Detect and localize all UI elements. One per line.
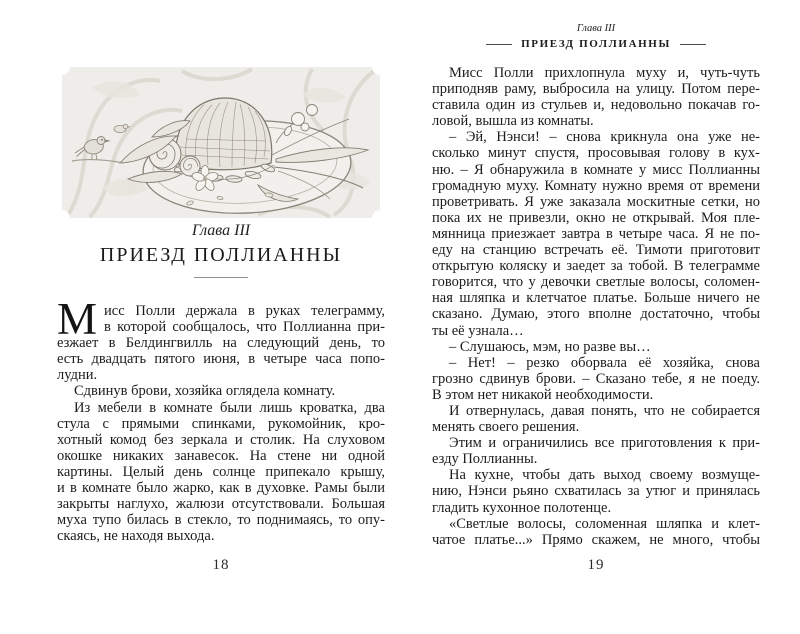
text-line: ню. – Я обнаружила в комнате у мисс Поллианны (432, 161, 760, 178)
text-line: муха тупо билась в стекло, то поднимаясь, то опу- (57, 512, 385, 529)
text-line: исс Полли держала в руках телеграмму, (104, 303, 385, 319)
paragraph (432, 65, 760, 129)
text-line: ты её узнала… (432, 322, 524, 339)
running-head-chapter: Глава III (576, 23, 616, 34)
running-head-dash-left (486, 44, 512, 45)
text-line: езду Поллианны. (432, 451, 538, 468)
text-line: мянница приезжает завтра в четыре часа. Я не по- (432, 225, 760, 242)
text-line: нию, Нэнси рьяно схватилась за утюг и принялась (432, 483, 760, 500)
paragraph (432, 129, 760, 338)
text-line: открытую коляску и заедет за тобой. В телеграмме (432, 258, 760, 275)
text-line: громадную муху. Комнату нужно время от времени (432, 177, 760, 194)
text-line: – Нет! – резко оборвала её хозяйка, снова (449, 354, 760, 371)
text-line: говорится, что у девочки светлые волосы, соломен- (432, 274, 760, 291)
paragraph (57, 400, 385, 545)
text-line: На кухне, чтобы дать выход своему возмуще- (449, 467, 760, 484)
paragraph (432, 435, 760, 467)
right-page (432, 0, 760, 634)
text-line: Из мебели в комнате были лишь кроватка, два (74, 399, 385, 416)
paragraph (432, 355, 760, 403)
text-line: картины. Целый день солнце припекало крышу, (57, 463, 385, 480)
text-line: И отвернулась, давая понять, что не собирается (449, 402, 760, 419)
text-line: менять своего решения. (432, 419, 580, 436)
text-line: окошке никаких занавесок. На стене ни одной (57, 447, 385, 464)
text-line: ловой, вышла из комнаты. (432, 113, 594, 130)
text-line: ная шляпка и клетчатое платье. Больше ничего не (432, 290, 760, 307)
running-head-dash-right (680, 44, 706, 45)
paragraph (57, 383, 385, 399)
text-line: В этом нет никакой необходимости. (432, 386, 654, 403)
text-line: Сдвинув брови, хозяйка оглядела комнату. (74, 383, 336, 400)
paragraph (432, 516, 760, 548)
text-line: есть двадцать пятого июня, в четыре часа попо- (57, 351, 385, 368)
text-line: езжает в Белдингвилль на следующий день, то (57, 335, 385, 352)
text-line: гладить кухонное полотенце. (432, 499, 612, 516)
text-line: и в комнате было жарко, как в духовке. Рамы были (57, 480, 385, 497)
text-line: стула с прямыми спинками, рукомойник, кро- (57, 415, 385, 432)
chapter-title: ПРИЕЗД ПОЛЛИАННЫ (99, 244, 343, 266)
text-line: «Светлые волосы, соломенная шляпка и клет- (449, 515, 760, 532)
text-line: ставила один из стульев и, недовольно покачав го- (432, 97, 760, 114)
page-number-left: 18 (212, 557, 230, 573)
text-line: пока их не привезли, окно не открывай. Моя пле- (432, 209, 760, 226)
paragraph (432, 403, 760, 435)
left-page (57, 0, 385, 634)
paragraph (432, 467, 760, 515)
text-line: Мисс Полли прихлопнула муху и, чуть-чуть (449, 65, 760, 81)
paragraph (57, 294, 385, 384)
hat-with-flowers-drawing (62, 67, 380, 218)
text-line: сказано. Думаю, этого вполне достаточно, чтобы (432, 306, 760, 323)
title-divider (194, 277, 248, 278)
text-line: чатое платье...» Прямо скажем, не много, чтобы (432, 531, 760, 548)
text-line: хотный комод без зеркала и столик. На слуховом (57, 431, 385, 448)
page-number-right: 19 (587, 557, 605, 573)
paragraph (432, 339, 760, 355)
running-head-row (432, 38, 760, 50)
running-head-title: ПРИЕЗД ПОЛЛИАННЫ (521, 38, 671, 50)
text-line: грозно сдвинув брови. – Сказано тебе, я не поеду. (432, 370, 760, 387)
text-line: закрыты наглухо, жалюзи отсутствовали. Большая (57, 496, 385, 513)
chapter-label: Глава III (191, 222, 251, 239)
text-line: еду на станцию встречать её. Тимоти приготовит (432, 242, 760, 259)
text-line: в которой сообщалось, что Поллианна при- (104, 319, 385, 336)
text-line: скаясь, не находя выхода. (57, 528, 215, 545)
text-line: Этим и ограничились все приготовления к при- (449, 435, 760, 452)
drop-cap: М (57, 294, 98, 344)
text-line: – Слушаюсь, мэм, но разве вы… (449, 338, 651, 355)
chapter-illustration (62, 67, 380, 218)
text-line: приподняв раму, выбросила на улицу. Потом пере- (432, 81, 760, 98)
text-line: лудни. (57, 367, 98, 384)
text-line: – Эй, Нэнси! – снова крикнула она уже не- (449, 129, 760, 146)
text-line: сколько минут спустя, просовывая голову в кух- (432, 145, 760, 162)
right-page-text (432, 65, 760, 548)
left-page-text (57, 294, 385, 545)
text-line: проветривать. Я уже заказала москитные сетки, но (432, 193, 760, 210)
